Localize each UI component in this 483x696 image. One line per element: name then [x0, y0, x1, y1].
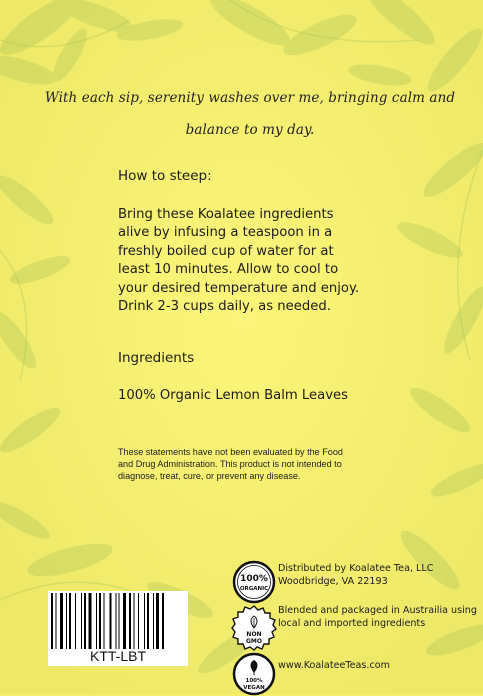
non-gmo-badge-top: NON — [246, 631, 262, 638]
barcode-bar — [81, 593, 82, 649]
barcode-bar — [156, 593, 159, 649]
barcode-bar — [56, 593, 57, 649]
barcode-bar — [60, 593, 63, 649]
barcode-bar — [110, 593, 112, 649]
organic-badge-top: 100% — [240, 574, 268, 584]
quote-line-1: With each sip, serenity washes over me, bringing calm and — [44, 90, 456, 106]
steep-instructions: Bring these Koalatee ingredients alive by infusing a teaspoon in a freshly boiled cup of water for at least 10 minutes. Allow to cool to your desired temperature and enjoy. Drink 2-3 cups daily, as needed. — [118, 207, 360, 315]
fda-disclaimer: These statements have not been evaluated by the Food and Drug Administration. This product is not intended to diagnose, treat, cure, or prevent any disease. — [118, 447, 343, 482]
barcode-bar — [123, 593, 126, 649]
barcode-bar — [147, 593, 149, 649]
ingredients-heading: Ingredients — [118, 350, 195, 366]
organic-badge-bottom: ORGANIC — [239, 586, 269, 592]
quote-line-2: balance to my day. — [185, 122, 315, 138]
vegan-badge-icon — [232, 652, 276, 696]
barcode-bar — [116, 593, 117, 649]
barcode-bar — [51, 593, 53, 649]
quote — [40, 82, 460, 146]
barcode-bar — [119, 593, 120, 649]
barcode-bar — [129, 593, 131, 649]
distributor-name: Distributed by Koalatee Tea, LLC — [278, 563, 434, 574]
barcode-bar — [138, 593, 139, 649]
barcode-bar — [75, 593, 76, 649]
organic-badge-icon — [232, 560, 276, 604]
barcode-bar — [134, 593, 135, 649]
barcode-bar — [69, 593, 71, 649]
ingredients-list: 100% Organic Lemon Balm Leaves — [118, 388, 349, 403]
barcode-bar — [96, 593, 97, 649]
distributor-info — [278, 562, 433, 589]
packaging-info: Blended and packaged in Austrailia using local and imported ingredients — [278, 605, 477, 630]
vegan-badge-top: 100% — [245, 678, 263, 684]
barcode-bar — [162, 593, 164, 649]
barcode-bar — [104, 593, 105, 649]
barcode-bar — [153, 593, 154, 649]
barcode-bar — [99, 593, 101, 649]
barcode-bar — [66, 593, 67, 649]
non-gmo-badge-icon — [230, 604, 278, 652]
barcode-bar — [144, 593, 145, 649]
barcode-code: KTT-LBT — [89, 648, 146, 664]
non-gmo-badge-bottom: GMO — [246, 638, 262, 645]
barcode — [48, 591, 188, 666]
website-link[interactable]: www.KoalateeTeas.com — [278, 660, 390, 671]
distributor-address: Woodbridge, VA 22193 — [278, 576, 388, 588]
barcode-bar — [89, 593, 92, 649]
barcode-bar — [84, 593, 86, 649]
vegan-badge-bottom: VEGAN — [243, 685, 265, 691]
barcode-bars — [50, 593, 186, 649]
steep-heading: How to steep: — [118, 168, 212, 184]
